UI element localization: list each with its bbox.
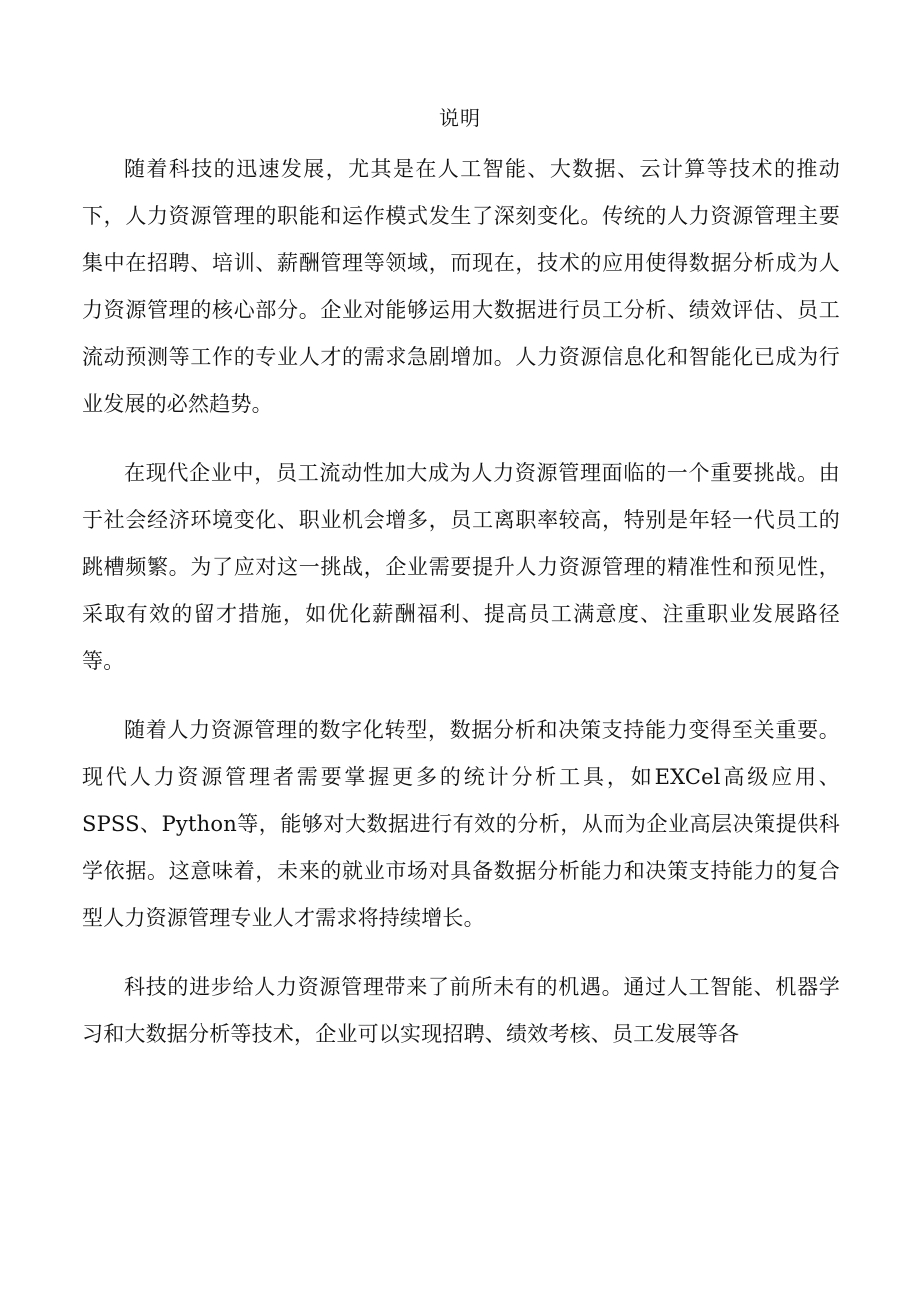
paragraph-4: 科技的进步给人力资源管理带来了前所未有的机遇。通过人工智能、机器学习和大数据分析等技术，企业可以实现招聘、绩效考核、员工发展等各 [82,975,840,1046]
paragraph-3: 随着人力资源管理的数字化转型，数据分析和决策支持能力变得至关重要。现代人力资源管理者需要掌握更多的统计分析工具，如EXCel高级应用、SPSS、Python等，能够对大数据进行有效的分析，从而为企业高层决策提供科学依据。这意味着，未来的就业市场对具备数据分析能力和决策支持能力的复合型人力资源管理专业人才需求将持续增长。 [82,718,840,930]
paragraph-2: 在现代企业中，员工流动性加大成为人力资源管理面临的一个重要挑战。由于社会经济环境变化、职业机会增多，员工离职率较高，特别是年轻一代员工的跳槽频繁。为了应对这一挑战，企业需要提升人力资源管理的精准性和预见性，采取有效的留才措施，如优化薪酬福利、提高员工满意度、注重职业发展路径等。 [82,461,840,673]
page-title: 说明 [439,106,481,130]
document-body [82,146,840,1080]
paragraph-1: 随着科技的迅速发展，尤其是在人工智能、大数据、云计算等技术的推动下，人力资源管理的职能和运作模式发生了深刻变化。传统的人力资源管理主要集中在招聘、培训、薪酬管理等领域，而现在，技术的应用使得数据分析成为人力资源管理的核心部分。企业对能够运用大数据进行员工分析、绩效评估、员工流动预测等工作的专业人才的需求急剧增加。人力资源信息化和智能化已成为行业发展的必然趋势。 [82,157,840,416]
